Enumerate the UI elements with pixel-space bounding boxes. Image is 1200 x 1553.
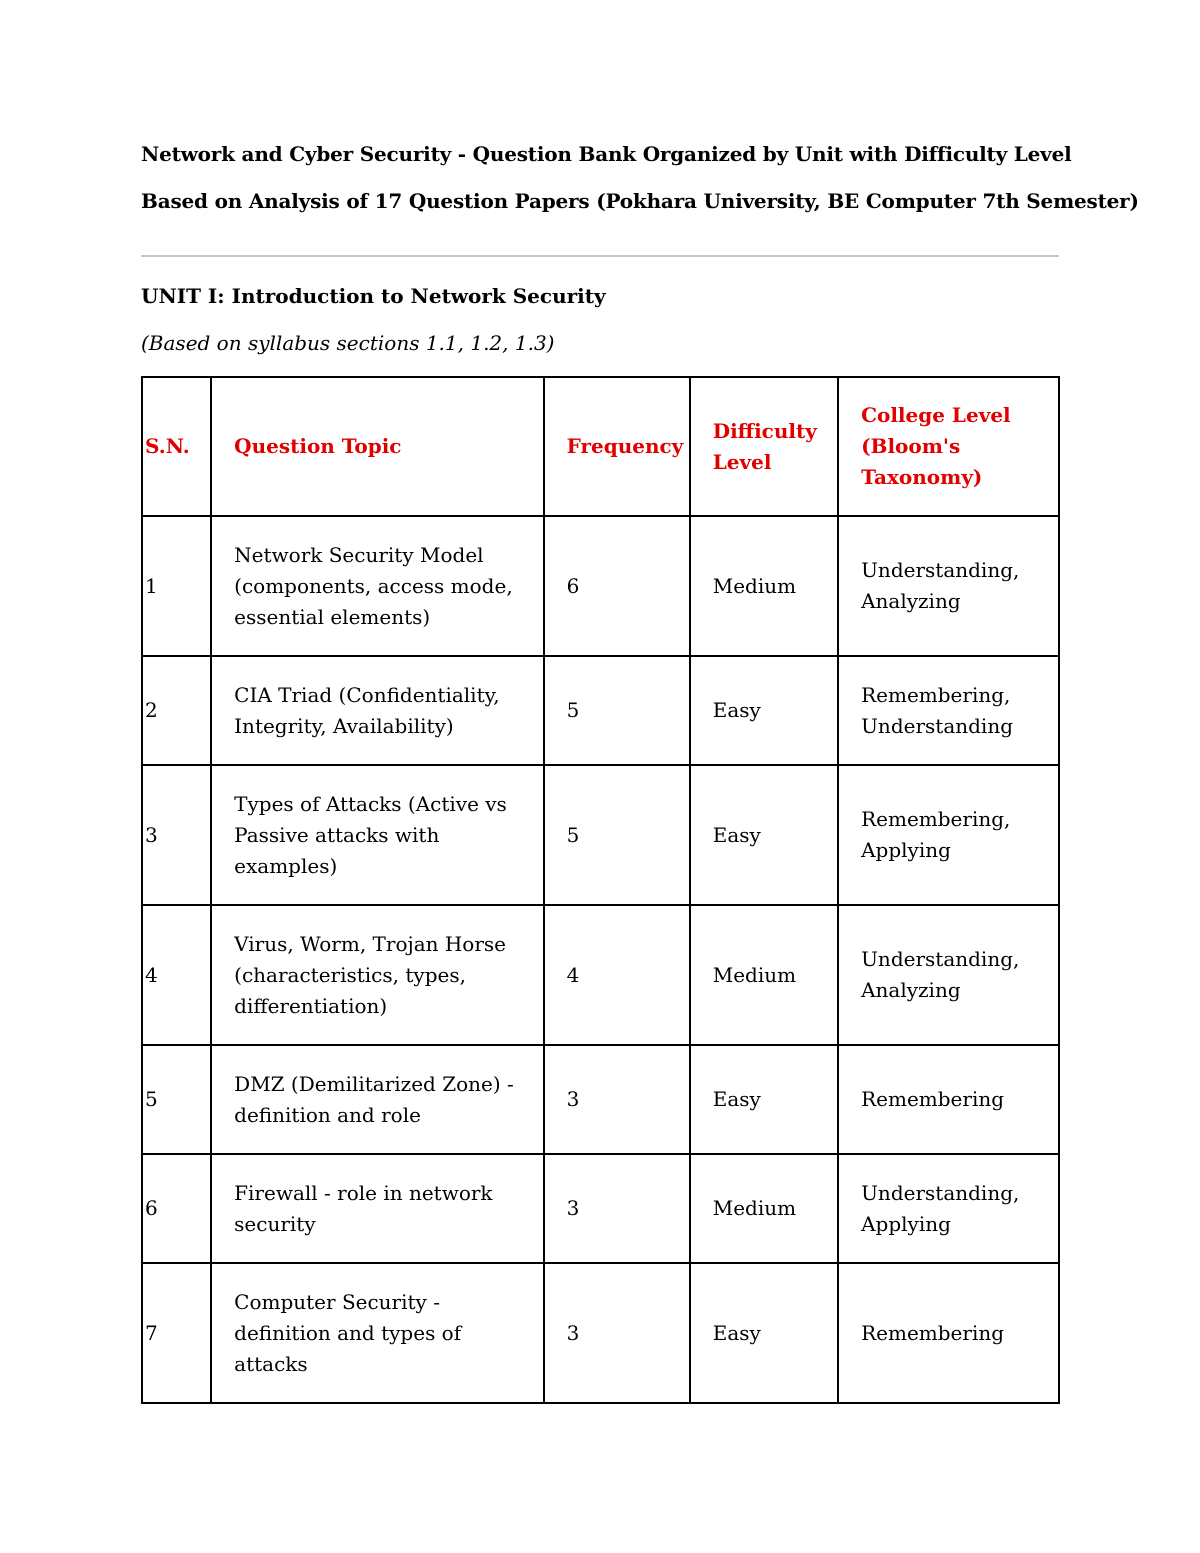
cell-college-level: Remembering (838, 1045, 1059, 1154)
cell-sn: 1 (142, 516, 211, 656)
cell-topic: Types of Attacks (Active vs Passive attacks with examples) (211, 765, 543, 905)
cell-frequency: 6 (544, 516, 690, 656)
cell-frequency: 4 (544, 905, 690, 1045)
cell-difficulty: Easy (690, 656, 838, 765)
cell-topic: DMZ (Demilitarized Zone) - definition and role (211, 1045, 543, 1154)
table-header-row (142, 377, 1059, 516)
cell-frequency: 3 (544, 1154, 690, 1263)
cell-college-level: Remembering (838, 1263, 1059, 1403)
table-row (142, 1263, 1059, 1403)
cell-frequency: 3 (544, 1045, 690, 1154)
header-difficulty-level: Difficulty Level (690, 377, 838, 516)
cell-sn: 2 (142, 656, 211, 765)
horizontal-divider (141, 255, 1059, 257)
cell-frequency: 5 (544, 765, 690, 905)
document-title: Network and Cyber Security - Question Bank Organized by Unit with Difficulty Level (141, 142, 1072, 166)
cell-college-level: Remembering, Understanding (838, 656, 1059, 765)
cell-topic: Network Security Model (components, access mode, essential elements) (211, 516, 543, 656)
unit-syllabus-note: (Based on syllabus sections 1.1, 1.2, 1.3) (141, 331, 555, 355)
cell-sn: 5 (142, 1045, 211, 1154)
cell-college-level: Understanding, Analyzing (838, 905, 1059, 1045)
unit-heading: UNIT I: Introduction to Network Security (141, 284, 606, 308)
cell-college-level: Remembering, Applying (838, 765, 1059, 905)
cell-difficulty: Easy (690, 1045, 838, 1154)
cell-topic: Firewall - role in network security (211, 1154, 543, 1263)
table-row (142, 765, 1059, 905)
table-row (142, 905, 1059, 1045)
cell-frequency: 3 (544, 1263, 690, 1403)
table-row (142, 656, 1059, 765)
header-college-level: College Level (Bloom's Taxonomy) (838, 377, 1059, 516)
table-row (142, 516, 1059, 656)
cell-topic: CIA Triad (Confidentiality, Integrity, Availability) (211, 656, 543, 765)
cell-sn: 3 (142, 765, 211, 905)
header-sn: S.N. (142, 377, 211, 516)
header-question-topic: Question Topic (211, 377, 543, 516)
question-bank-table (141, 376, 1060, 1404)
cell-sn: 4 (142, 905, 211, 1045)
cell-college-level: Understanding, Analyzing (838, 516, 1059, 656)
cell-topic: Virus, Worm, Trojan Horse (characteristics, types, differentiation) (211, 905, 543, 1045)
table-body (142, 516, 1059, 1403)
cell-difficulty: Medium (690, 1154, 838, 1263)
cell-difficulty: Easy (690, 765, 838, 905)
cell-sn: 6 (142, 1154, 211, 1263)
cell-topic: Computer Security - definition and types of attacks (211, 1263, 543, 1403)
document-subtitle: Based on Analysis of 17 Question Papers (Pokhara University, BE Computer 7th Semester) (141, 189, 1139, 213)
cell-difficulty: Easy (690, 1263, 838, 1403)
cell-sn: 7 (142, 1263, 211, 1403)
cell-difficulty: Medium (690, 516, 838, 656)
header-frequency: Frequency (544, 377, 690, 516)
cell-frequency: 5 (544, 656, 690, 765)
table-row (142, 1154, 1059, 1263)
cell-difficulty: Medium (690, 905, 838, 1045)
table-row (142, 1045, 1059, 1154)
cell-college-level: Understanding, Applying (838, 1154, 1059, 1263)
